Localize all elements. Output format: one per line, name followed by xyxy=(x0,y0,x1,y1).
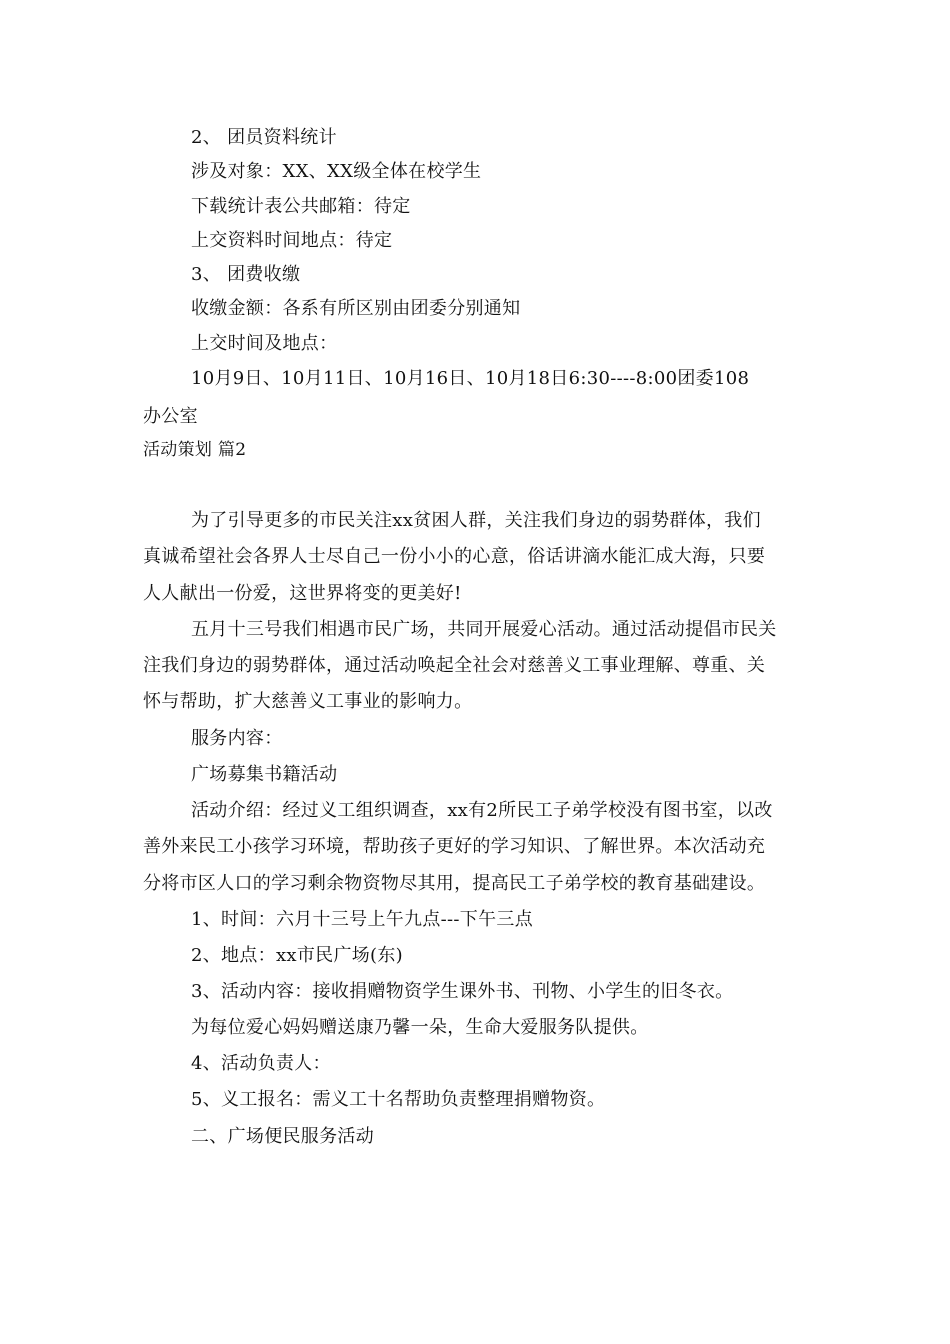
time-place-label: 上交时间及地点： xyxy=(191,333,338,354)
paragraph-2-line-3: 怀与帮助，扩大慈善义工事业的影响力。 xyxy=(143,691,473,712)
time-item: 1、时间：六月十三号上午九点---下午三点 xyxy=(191,909,533,930)
content-item: 3、活动内容：接收捐赠物资学生课外书、刊物、小学生的旧冬衣。 xyxy=(191,981,734,1002)
item-3-title: 3、 团费收缴 xyxy=(191,264,301,285)
intro-line-1: 活动介绍：经过义工组织调查，xx有2所民工子弟学校没有图书室，以改 xyxy=(191,800,773,821)
section-heading: 活动策划 篇2 xyxy=(143,440,247,460)
leader-item: 4、活动负责人： xyxy=(191,1053,331,1074)
service-label: 服务内容： xyxy=(191,728,283,749)
paragraph-2-line-2: 注我们身边的弱势群体，通过活动唤起全社会对慈善义工事业理解、尊重、关 xyxy=(143,655,766,676)
paragraph-1-line-1: 为了引导更多的市民关注xx贫困人群，关注我们身边的弱势群体，我们 xyxy=(191,510,761,531)
mailbox-line: 下载统计表公共邮箱：待定 xyxy=(191,196,411,217)
dates-line-1: 10月9日、10月11日、10月16日、10月18日6:30----8:00团委108 xyxy=(191,368,750,389)
place-item: 2、地点：xx市民广场(东) xyxy=(191,945,403,966)
submit-place-line: 上交资料时间地点：待定 xyxy=(191,230,393,251)
intro-line-2: 善外来民工小孩学习环境，帮助孩子更好的学习知识、了解世界。本次活动充 xyxy=(143,836,766,857)
flower-line: 为每位爱心妈妈赠送康乃馨一朵，生命大爱服务队提供。 xyxy=(191,1017,649,1038)
activity-title: 广场募集书籍活动 xyxy=(191,764,338,785)
volunteer-item: 5、义工报名：需义工十名帮助负责整理捐赠物资。 xyxy=(191,1089,606,1110)
dates-line-2: 办公室 xyxy=(143,406,198,427)
intro-line-3: 分将市区人口的学习剩余物资物尽其用，提高民工子弟学校的教育基础建设。 xyxy=(143,873,766,894)
paragraph-2-line-1: 五月十三号我们相遇市民广场，共同开展爱心活动。通过活动提倡市民关 xyxy=(191,619,777,640)
section-two-title: 二、广场便民服务活动 xyxy=(191,1126,374,1147)
paragraph-1-line-2: 真诚希望社会各界人士尽自己一份小小的心意，俗话讲滴水能汇成大海，只要 xyxy=(143,546,766,567)
target-line: 涉及对象：XX、XX级全体在校学生 xyxy=(191,161,482,182)
item-2-title: 2、 团员资料统计 xyxy=(191,127,337,148)
amount-line: 收缴金额：各系有所区别由团委分别通知 xyxy=(191,298,521,319)
paragraph-1-line-3: 人人献出一份爱，这世界将变的更美好! xyxy=(143,583,462,604)
